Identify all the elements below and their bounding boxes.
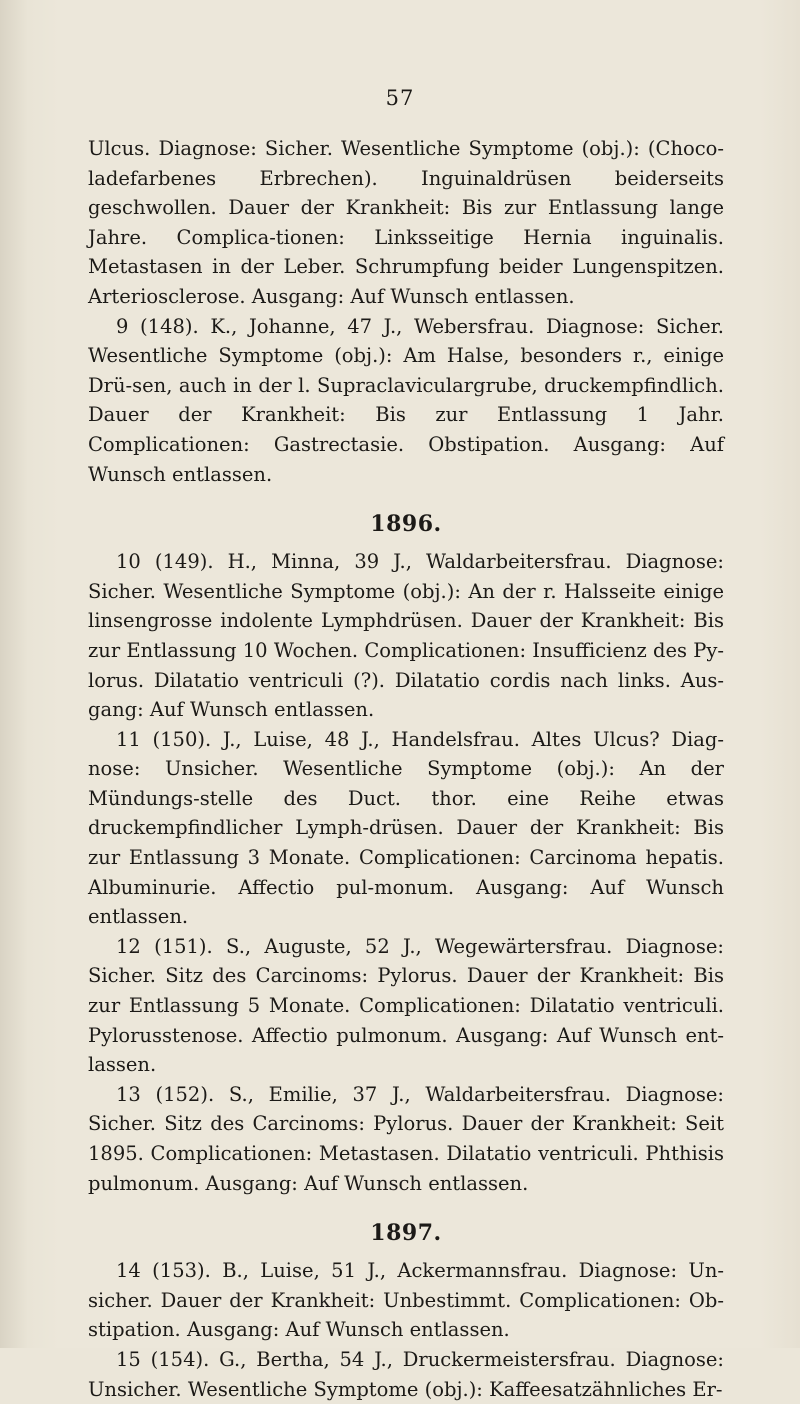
paragraph-case-14: 14 (153). B., Luise, 51 J., Ackermannsfrau. Diagnose: Un-sicher. Dauer der Krankheit: Unbestimmt. Complicationen: Ob-stipation. Ausgang: Auf Wunsch entlassen. xyxy=(88,1259,724,1342)
paragraph-case-13: 13 (152). S., Emilie, 37 J., Waldarbeitersfrau. Diagnose: Sicher. Sitz des Carcinoms: Pylorus. Dauer der Krankheit: Seit 1895. Complicationen: Metastasen. Dilatatio ventriculi. Phthisis pulmonum. Ausgang: Auf Wunsch entlassen. xyxy=(88,1082,724,1195)
paragraph-ulcus-continuation: Ulcus. Diagnose: Sicher. Wesentliche Symptome (obj.): (Choco-ladefarbenes Erbrechen). Inguinaldrüsen beiderseits geschwollen. Dauer der Krankheit: Bis zur Entlassung lange Jahre. Complica-tionen: Linksseitige Hernia inguinalis. Metastasen in der Leber. Schrumpfung beider Lungenspitzen. Arteriosclerose. Ausgang: Auf Wunsch entlassen. xyxy=(88,137,724,308)
paragraph-case-15: 15 (154). G., Bertha, 54 J., Druckermeistersfrau. Diagnose: Unsicher. Wesentliche Symptome (obj.): Kaffeesatzähnliches Er- xyxy=(88,1347,724,1401)
section-heading-1897: 1897. xyxy=(370,1220,442,1247)
page-number: 57 xyxy=(385,86,415,110)
paragraph-case-9: 9 (148). K., Johanne, 47 J., Webersfrau. Diagnose: Sicher. Wesentliche Symptome (obj.): Am Halse, besonders r., einige Drü-sen, auch in der l. Supraclaviculargrube, druckempfindlich. Dauer der Krankheit: Bis zur Entlassung 1 Jahr. Complicationen: Gastrectasie. Obstipation. Ausgang: Auf Wunsch entlassen. xyxy=(88,314,724,486)
paragraph-case-12: 12 (151). S., Auguste, 52 J., Wegewärtersfrau. Diagnose: Sicher. Sitz des Carcinoms: Pylorus. Dauer der Krankheit: Bis zur Entlassung 5 Monate. Complicationen: Dilatatio ventriculi. Pylorusstenose. Affectio pulmonum. Ausgang: Auf Wunsch ent-lassen. xyxy=(88,934,724,1077)
page-body xyxy=(88,134,724,1404)
paragraph-case-10: 10 (149). H., Minna, 39 J., Waldarbeitersfrau. Diagnose: Sicher. Wesentliche Symptome (obj.): An der r. Halsseite einige linsengrosse indolente Lymphdrüsen. Dauer der Krankheit: Bis zur Entlassung 10 Wochen. Complicationen: Insufficienz des Py-lorus. Dilatatio ventriculi (?). Dilatatio cordis nach links. Aus-gang: Auf Wunsch entlassen. xyxy=(88,550,724,722)
section-heading-1896: 1896. xyxy=(370,511,442,538)
paragraph-case-11: 11 (150). J., Luise, 48 J., Handelsfrau. Altes Ulcus? Diag-nose: Unsicher. Wesentliche Symptome (obj.): An der Mündungs-stelle des Duct. thor. eine Reihe etwas druckempfindlicher Lymph-drüsen. Dauer der Krankheit: Bis zur Entlassung 3 Monate. Complicationen: Carcinoma hepatis. Albuminurie. Affectio pul-monum. Ausgang: Auf Wunsch entlassen. xyxy=(88,727,724,929)
